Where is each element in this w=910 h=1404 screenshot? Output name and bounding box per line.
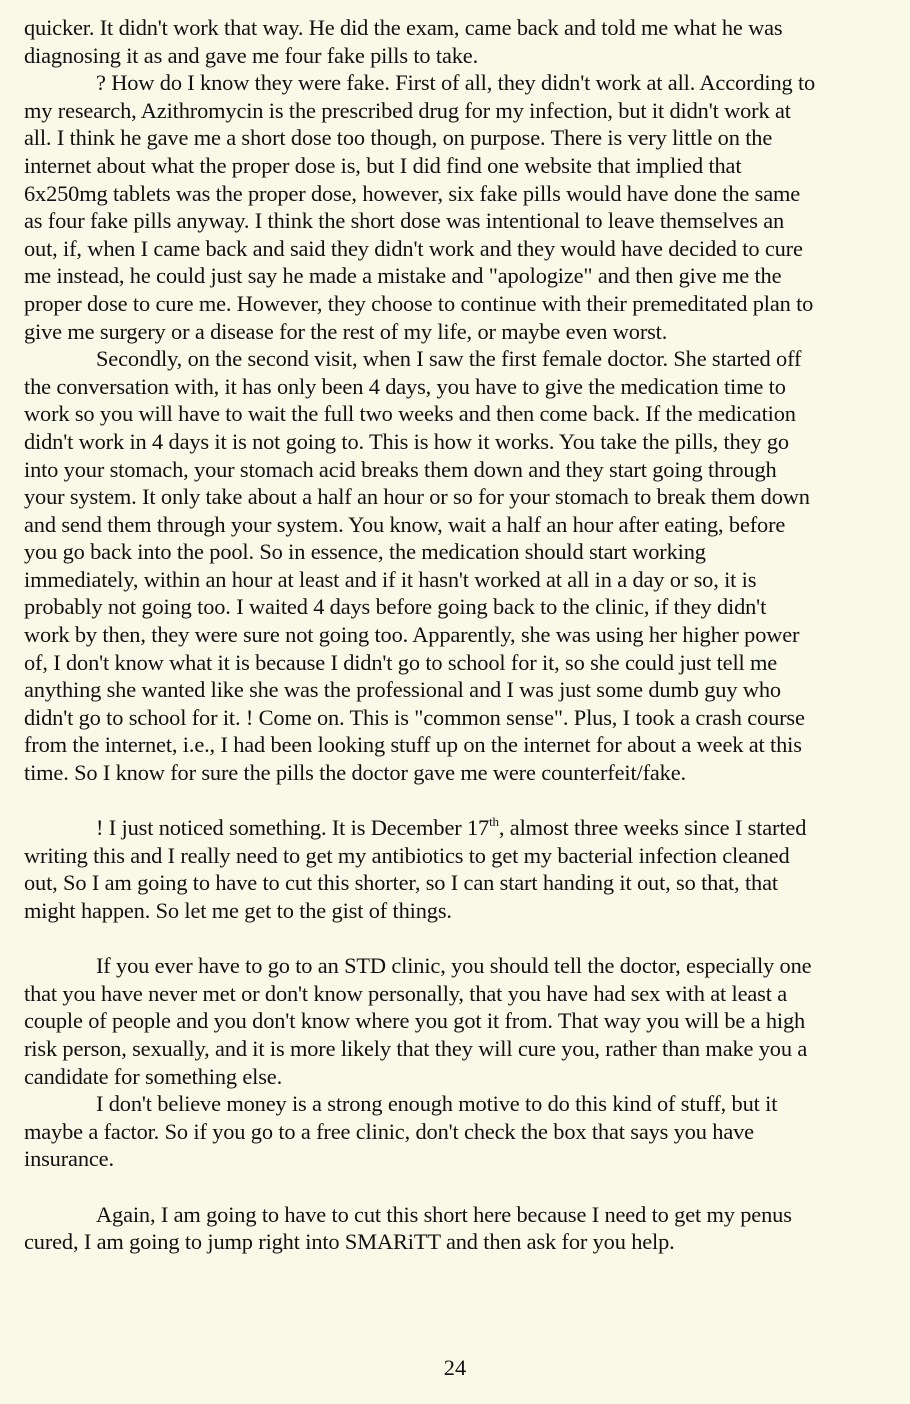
text-line: my research, Azithromycin is the prescribed drug for my infection, but it didn't work at: [24, 97, 791, 123]
text-line: that you have never met or don't know personally, that you have had sex with at least a: [24, 980, 788, 1006]
date-text-after: , almost three weeks since I started: [498, 815, 807, 841]
text-line: cured, I am going to jump right into SMARiTT and then ask for you help.: [24, 1229, 675, 1255]
text-line: into your stomach, your stomach acid breaks them down and they start going through: [24, 456, 777, 482]
paragraph-gap: [24, 787, 894, 815]
paragraph: [24, 14, 894, 69]
text-line: writing this and I really need to get my antibiotics to get my bacterial infection cleaned: [24, 842, 790, 868]
text-line: time. So I know for sure the pills the doctor gave me were counterfeit/fake.: [24, 760, 686, 786]
text-line: Secondly, on the second visit, when I saw the first female doctor. She started off: [96, 346, 802, 372]
text-line: quicker. It didn't work that way. He did the exam, came back and told me what he was: [24, 15, 783, 40]
text-line: Again, I am going to have to cut this short here because I need to get my penus: [96, 1201, 792, 1227]
paragraph-gap: [24, 925, 894, 953]
text-line: might happen. So let me get to the gist of things.: [24, 898, 452, 923]
text-line: you go back into the pool. So in essence, the medication should start working: [24, 539, 706, 565]
text-line: didn't work in 4 days it is not going to. This is how it works. You take the pills, they go: [24, 428, 789, 454]
text-line: maybe a factor. So if you go to a free clinic, don't check the box that says you have: [24, 1118, 754, 1144]
text-line: as four fake pills anyway. I think the short dose was intentional to leave themselves an: [24, 208, 785, 234]
text-line: work by then, they were sure not going too. Apparently, she was using her higher power: [24, 622, 800, 648]
date-superscript: th: [489, 814, 499, 830]
date-text-before: ! I just noticed something. It is December 17: [96, 815, 490, 841]
text-line: risk person, sexually, and it is more likely that they will cure you, rather than make you a: [24, 1035, 808, 1061]
text-line: didn't go to school for it. ! Come on. This is "common sense". Plus, I took a crash course: [24, 704, 805, 730]
paragraph: [24, 345, 894, 787]
text-line: internet about what the proper dose is, but I did find one website that implied that: [24, 152, 742, 178]
text-line: I don't believe money is a strong enough motive to do this kind of stuff, but it: [96, 1091, 778, 1117]
text-line: probably not going too. I waited 4 days before going back to the clinic, if they didn't: [24, 594, 767, 620]
text-line: proper dose to cure me. However, they choose to continue with their premeditated plan to: [24, 290, 814, 316]
text-line: candidate for something else.: [24, 1063, 283, 1089]
paragraph: [24, 952, 894, 1090]
text-line: of, I don't know what it is because I didn't go to school for it, so she could just tell me: [24, 649, 778, 675]
document-page: [24, 14, 894, 1256]
paragraph: [24, 1201, 894, 1256]
text-line: out, So I am going to have to cut this shorter, so I can start handing it out, so that, that: [24, 870, 778, 896]
text-line: me instead, he could just say he made a mistake and "apologize" and then give me the: [24, 263, 782, 289]
text-line: all. I think he gave me a short dose too though, on purpose. There is very little on the: [24, 125, 773, 151]
text-line: insurance.: [24, 1146, 114, 1172]
paragraph: [24, 1090, 894, 1173]
paragraph: [24, 69, 894, 345]
text-line: immediately, within an hour at least and if it hasn't worked at all in a day or so, it is: [24, 566, 757, 592]
page-number: 24: [443, 1355, 467, 1380]
text-line: and send them through your system. You know, wait a half an hour after eating, before: [24, 511, 786, 537]
paragraph: [24, 814, 894, 924]
paragraph-gap: [24, 1173, 894, 1201]
text-line: your system. It only take about a half an hour or so for your stomach to break them down: [24, 484, 810, 510]
text-line: out, if, when I came back and said they didn't work and they would have decided to cure: [24, 235, 803, 261]
text-line: If you ever have to go to an STD clinic, you should tell the doctor, especially one: [96, 953, 812, 979]
text-line: couple of people and you don't know where you got it from. That way you will be a high: [24, 1008, 806, 1034]
text-line-date: [24, 814, 894, 842]
text-line: give me surgery or a disease for the rest of my life, or maybe even worst.: [24, 318, 668, 344]
text-line: anything she wanted like she was the professional and I was just some dumb guy who: [24, 677, 781, 703]
text-line: the conversation with, it has only been 4 days, you have to give the medication time to: [24, 373, 786, 399]
text-line: work so you will have to wait the full two weeks and then come back. If the medication: [24, 401, 796, 427]
text-line: 6x250mg tablets was the proper dose, however, six fake pills would have done the same: [24, 180, 801, 206]
text-line: diagnosing it as and gave me four fake pills to take.: [24, 42, 479, 68]
text-line: ? How do I know they were fake. First of all, they didn't work at all. According to: [96, 70, 816, 96]
text-line: from the internet, i.e., I had been looking stuff up on the internet for about a week at this: [24, 732, 802, 758]
